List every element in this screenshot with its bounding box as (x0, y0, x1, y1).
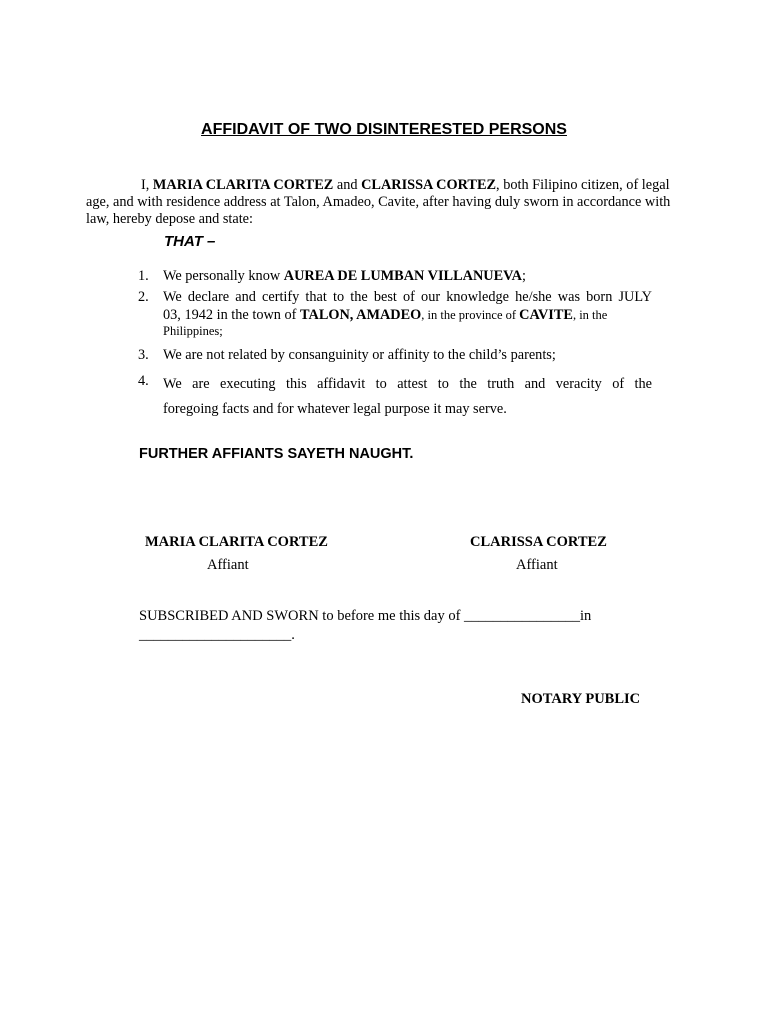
list-item (138, 288, 652, 339)
item-number: 4. (138, 373, 149, 389)
signatory-role: Affiant (207, 557, 249, 573)
item-text: ; (521, 268, 526, 284)
subscribed-sworn-line: SUBSCRIBED AND SWORN to before me this day of ________________in (139, 608, 592, 624)
item-text: We are not related by consanguinity or affinity to the child’s parents; (163, 347, 556, 363)
item-text: We are executing this affidavit to attest to the truth and veracity of the (163, 376, 652, 392)
birth-province: CAVITE (519, 307, 573, 323)
subject-name: AUREA DE LUMBAN VILLANUEVA (283, 268, 522, 284)
signatory-role: Affiant (516, 557, 558, 573)
signatory-name: CLARISSA CORTEZ (470, 534, 607, 550)
document-title: AFFIDAVIT OF TWO DISINTERESTED PERSONS (201, 121, 567, 138)
affiant-name-1: MARIA CLARITA CORTEZ (152, 177, 334, 193)
item-number: 2. (138, 289, 149, 305)
item-text-line: 03, 1942 in the town of TALON, AMADEO, in the province of CAVITE, in the (163, 307, 608, 323)
that-heading: THAT – (164, 233, 216, 250)
item-number: 3. (138, 347, 149, 363)
intro-text-2: and (333, 177, 362, 193)
item-number: 1. (138, 268, 149, 284)
intro-paragraph (86, 177, 672, 228)
item-text: We personally know (163, 268, 284, 284)
item-text: foregoing facts and for whatever legal purpose it may serve. (163, 401, 507, 417)
intro-text-1: I, (141, 177, 153, 193)
list-item (138, 267, 652, 285)
further-affiants-statement: FURTHER AFFIANTS SAYETH NAUGHT. (139, 446, 414, 462)
affiant-name-2: CLARISSA CORTEZ (361, 177, 497, 193)
list-item (138, 346, 652, 364)
item-text: Philippines; (163, 324, 223, 338)
notary-public-label: NOTARY PUBLIC (521, 691, 641, 707)
item-text: We declare and certify that to the best of our knowledge he/she was born JULY (163, 289, 652, 305)
subscribed-blank-line: _____________________. (139, 627, 295, 643)
birth-town: TALON, AMADEO (300, 307, 422, 323)
signatory-name: MARIA CLARITA CORTEZ (145, 534, 328, 550)
intro-text-3: , both Filipino citizen, of legal age, and with residence address at Talon, Amadeo, Cavite, after having duly sworn in accordance with law, hereby depose and state: (86, 177, 671, 227)
list-item (138, 372, 652, 422)
